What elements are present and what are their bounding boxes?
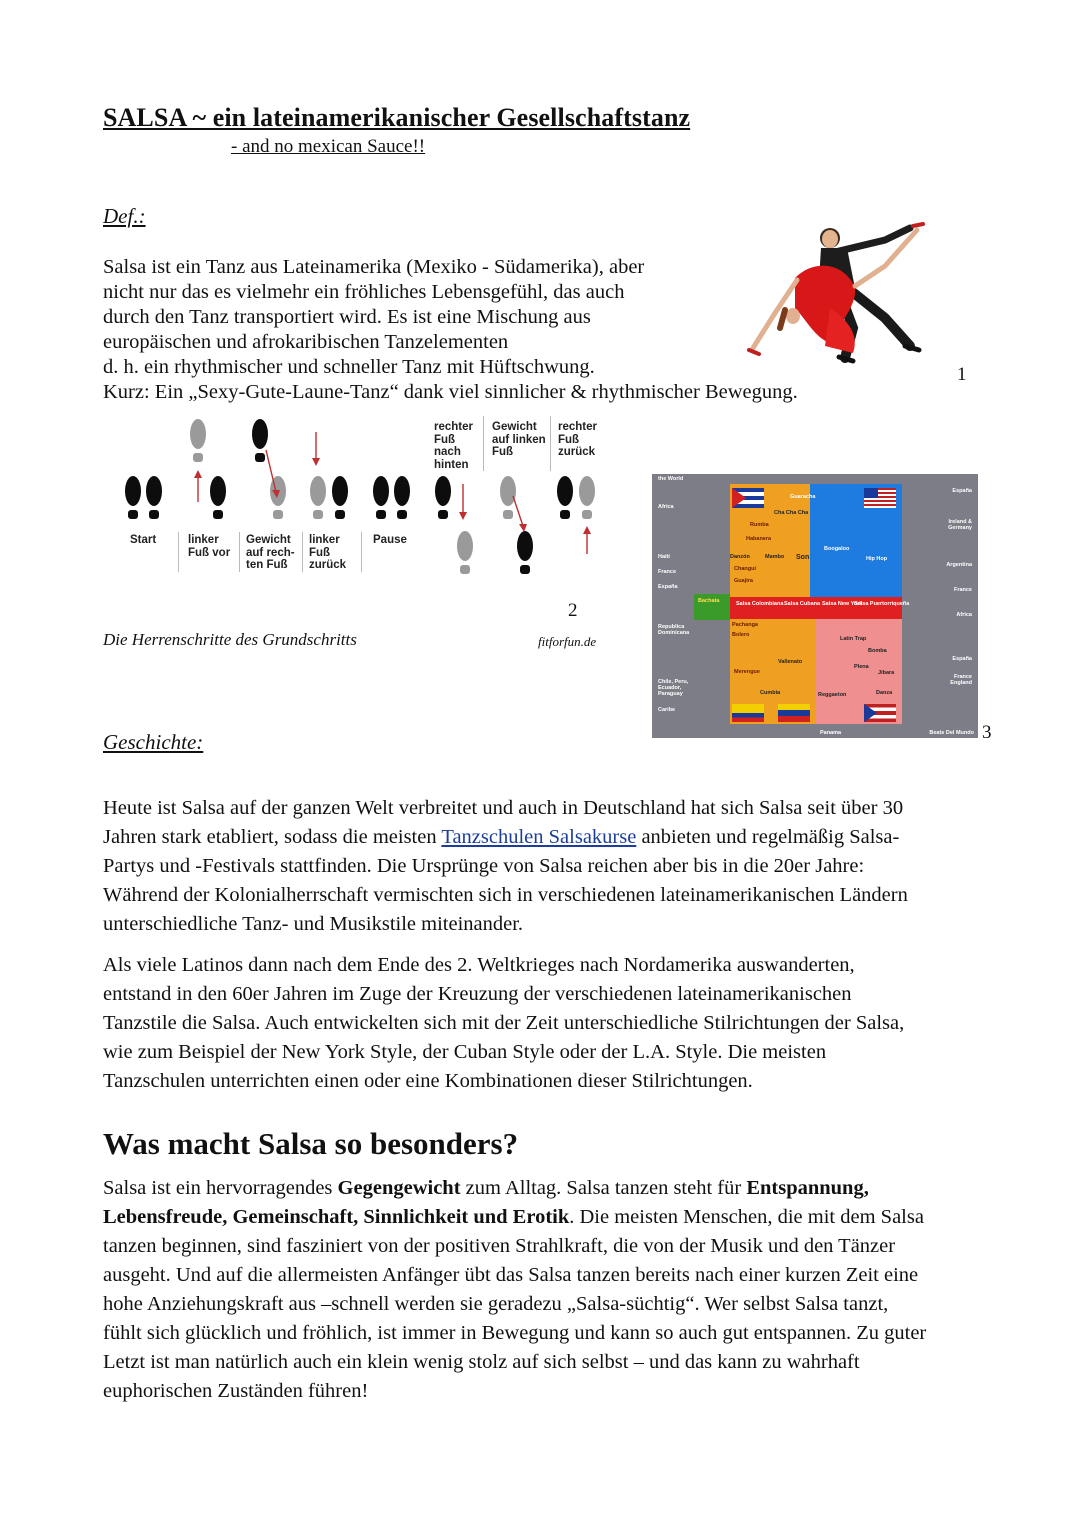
figure-number-1: 1 (957, 364, 967, 385)
history-paragraph-2 (103, 951, 983, 1096)
history-line: Als viele Latinos dann nach dem Ende des 2. Weltkrieges nach Nordamerika auswanderten, (103, 954, 855, 976)
definition-line: durch den Tanz transportiert wird. Es ist eine Mischung aus (103, 306, 591, 328)
special-line: Letzt ist man natürlich auch ein klein wenig stolz auf sich selbst – und das kann zu wahrhaft (103, 1351, 860, 1373)
history-line: entstand in den 60er Jahren im Zuge der Kreuzung der verschiedenen lateinamerikanischen (103, 983, 852, 1005)
figure-number-3: 3 (982, 722, 992, 743)
special-line: tanzen beginnen, sind fasziniert von der positiven Strahlkraft, die von der Musik und den Tänzer (103, 1235, 896, 1257)
steps-credit: fitforfun.de (538, 634, 597, 649)
step-label-left-back: linker Fuß zurück (309, 534, 347, 571)
step-label-weight-right: Gewicht auf rech- ten Fuß (246, 534, 295, 571)
special-line: Lebensfreude, Gemeinschaft, Sinnlichkeit und Erotik. Die meisten Menschen, die mit dem Salsa (103, 1206, 924, 1228)
figure-number-2: 2 (568, 600, 578, 621)
subtitle: - and no mexican Sauce!! (231, 136, 426, 157)
dance-schools-link[interactable]: Tanzschulen Salsakurse (441, 826, 637, 848)
step-label-right-back: rechter Fuß nach hinten (434, 421, 473, 471)
steps-caption: Die Herrenschritte des Grundschritts (103, 630, 357, 649)
step-label-right-return: rechter Fuß zurück (558, 421, 597, 458)
history-line: Während der Kolonialherrschaft vermischten sich in verschiedenen lateinamerikanischen Ländern (103, 884, 908, 906)
step-label-left-forward: linker Fuß vor (188, 534, 231, 559)
history-line: Jahren stark etabliert, sodass die meisten Tanzschulen Salsakurse anbieten und regelmäßig Salsa- (103, 826, 900, 848)
history-line: Tanzschulen unterrichten einen oder eine Kombinationen dieser Stilrichtungen. (103, 1070, 753, 1092)
definition-line: Kurz: Ein „Sexy-Gute-Laune-Tanz“ dank viel sinnlicher & rhythmischer Bewegung. (103, 381, 798, 403)
special-heading: Was macht Salsa so besonders? (103, 1126, 519, 1161)
history-heading: Geschichte: (103, 730, 204, 754)
special-line: Salsa ist ein hervorragendes Gegengewicht zum Alltag. Salsa tanzen steht für Entspannung, (103, 1177, 869, 1199)
definition-line: Salsa ist ein Tanz aus Lateinamerika (Mexiko - Südamerika), aber (103, 256, 645, 278)
special-line: ausgeht. Und auf die allermeisten Anfänger übt das Salsa tanzen bereits nach einer kurzen Zeit eine (103, 1264, 919, 1286)
step-label-weight-left: Gewicht auf linken Fuß (492, 421, 546, 458)
history-line: Partys und -Festivals stattfinden. Die Ursprünge von Salsa reichen aber bis in die 20er Jahre: (103, 855, 865, 877)
history-line: wie zum Beispiel der New York Style, der Cuban Style oder der L.A. Style. Die meisten (103, 1041, 827, 1063)
step-label-start: Start (130, 534, 157, 546)
page-title: SALSA ~ ein lateinamerikanischer Gesellschaftstanz (103, 103, 691, 132)
history-line: Tanzstile die Salsa. Auch entwickelten sich mit der Zeit unterschiedliche Stilrichtungen der Salsa, (103, 1012, 905, 1034)
salsa-origin-map: the World Africa Haiti France España Republica Dominicana Chile, Peru, Ecuador, Paraguay Caribe España Ireland & Germany Argentina France Africa España France England Guaracha Cha Cha Cha Rumba Danzón Mambo Son Bachata Salsa Colombiana Salsa Cubana Salsa New York Salsa Puertorriqueña Pachanga Bolero Vallenato Merengue Cumbia Reggaeton Latin Trap Bomba Danza Boogaloo Hip Hop Habanera Changui Guajira Plena Jíbara Panama Beats Del Mundo (652, 474, 978, 738)
history-line: Heute ist Salsa auf der ganzen Welt verbreitet und auch in Deutschland hat sich Salsa seit über 30 (103, 797, 904, 819)
special-line: euphorischen Zuständen führen! (103, 1380, 369, 1402)
definition-heading: Def.: (103, 204, 146, 228)
definition-line: europäischen und afrokaribischen Tanzelementen (103, 331, 509, 353)
history-paragraph-1 (103, 794, 983, 939)
dancers-illustration (735, 218, 930, 368)
special-paragraph (103, 1174, 983, 1406)
special-line: hohe Anziehungskraft aus –schnell werden sie geradezu „Salsa-süchtig“. Wer selbst Salsa tanzt, (103, 1293, 889, 1315)
definition-line: nicht nur das es vielmehr ein fröhliches Lebensgefühl, das auch (103, 281, 625, 303)
definition-line: d. h. ein rhythmischer und schneller Tanz mit Hüftschwung. (103, 356, 595, 378)
steps-diagram (118, 414, 608, 589)
special-line: fühlt sich glücklich und fröhlich, ist immer in Bewegung und kann so auch gut entspannen. Zu guter (103, 1322, 927, 1344)
step-label-pause: Pause (373, 534, 407, 546)
history-line: unterschiedliche Tanz- und Musikstile miteinander. (103, 913, 524, 935)
